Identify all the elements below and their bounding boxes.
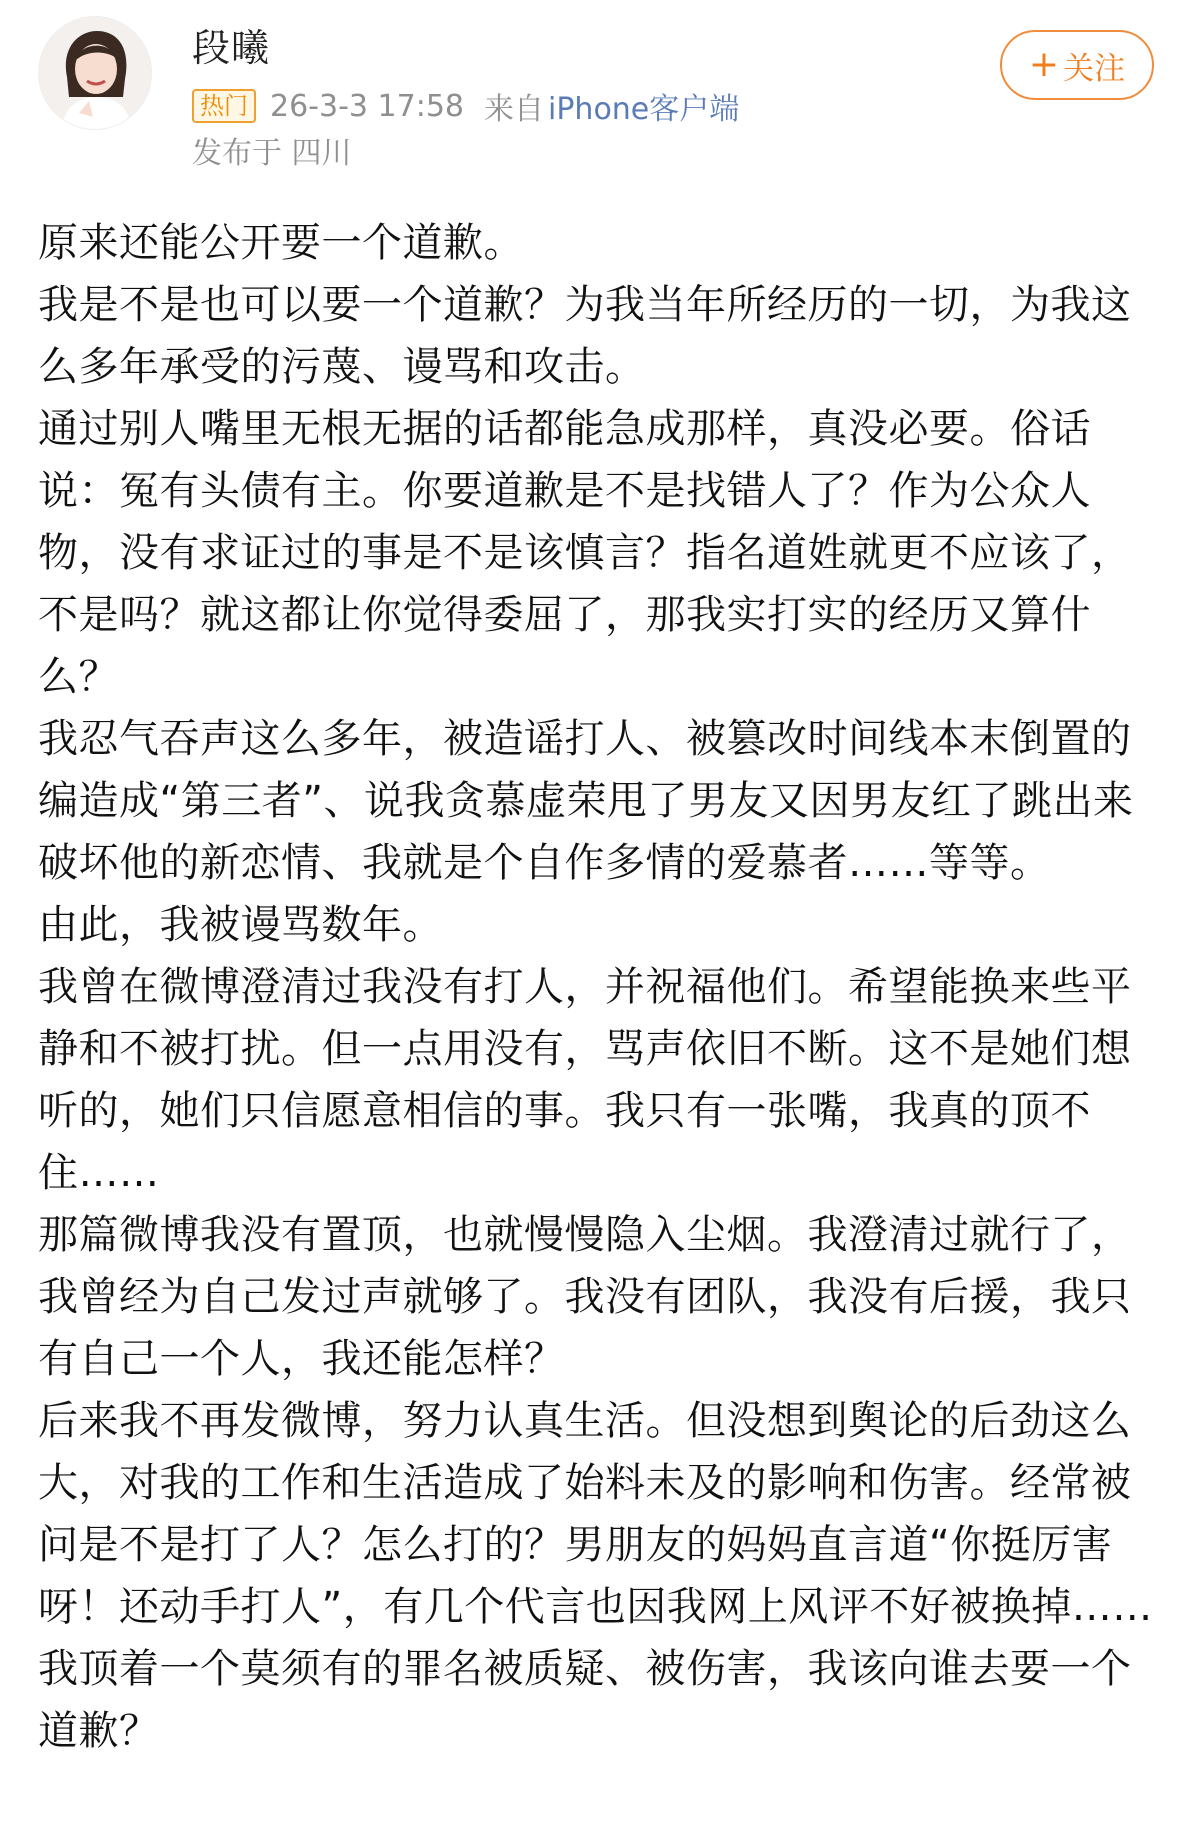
hot-badge: 热门 xyxy=(192,89,256,123)
plus-icon: + xyxy=(1028,44,1060,85)
post-content xyxy=(38,212,1168,1762)
profile-photo-avatar xyxy=(39,17,151,129)
follow-label: 关注 xyxy=(1063,50,1126,87)
post-paragraph: 我曾在微博澄清过我没有打人，并祝福他们。希望能换来些平静和不被打扰。但一点用没有，骂声依旧不断。这不是她们想听的，她们只信愿意相信的事。我只有一张嘴，我真的顶不住…… xyxy=(38,964,1132,1196)
post-paragraph: 由此，我被谩骂数年。 xyxy=(38,902,443,948)
user-name[interactable]: 段曦 xyxy=(192,26,271,70)
source-prefix: 来自 xyxy=(484,92,544,127)
post-paragraph: 后来我不再发微博，努力认真生活。但没想到舆论的后劲这么大，对我的工作和生活造成了始料未及的影响和伤害。经常被问是不是打了人？怎么打的？男朋友的妈妈直言道“你挺厉害呀！还动手打人”，有几个代言也因我网上风评不好被换掉……我顶着一个莫须有的罪名被质疑、被伤害，我该向谁去要一个道歉？ xyxy=(38,1398,1153,1754)
post-paragraph: 我忍气吞声这么多年，被造谣打人、被篡改时间线本末倒置的编造成“第三者”、说我贪慕虚荣甩了男友又因男友红了跳出来破坏他的新恋情、我就是个自作多情的爱慕者……等等。 xyxy=(38,716,1134,886)
post-paragraph: 通过别人嘴里无根无据的话都能急成那样，真没必要。俗话说：冤有头债有主。你要道歉是不是找错人了？作为公众人物，没有求证过的事是不是该慎言？指名道姓就更不应该了，不是吗？就这都让你觉得委屈了，那我实打实的经历又算什么？ xyxy=(38,406,1132,700)
post-location: 发布于 四川 xyxy=(192,136,352,171)
post-paragraph: 我是不是也可以要一个道歉？为我当年所经历的一切，为我这么多年承受的污蔑、谩骂和攻击。 xyxy=(38,282,1132,390)
post-paragraph: 那篇微博我没有置顶，也就慢慢隐入尘烟。我澄清过就行了，我曾经为自己发过声就够了。我没有团队，我没有后援，我只有自己一个人，我还能怎样？ xyxy=(38,1212,1132,1382)
post-meta xyxy=(192,84,739,128)
post-source: iPhone客户端 xyxy=(548,92,740,127)
post-timestamp: 26-3-3 17:58 xyxy=(270,88,464,124)
follow-button[interactable] xyxy=(1000,30,1154,100)
post-header xyxy=(0,0,1200,190)
avatar[interactable] xyxy=(38,16,152,130)
post-paragraph: 原来还能公开要一个道歉。 xyxy=(38,220,524,266)
